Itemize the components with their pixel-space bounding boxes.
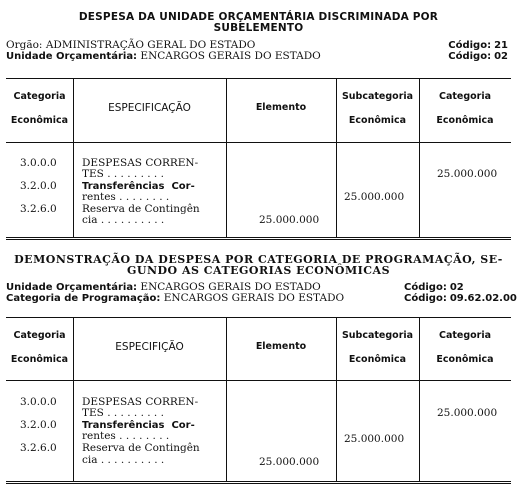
programacao-code-value: 09.62.02.00 [449, 293, 517, 304]
unidade2-code-value: 02 [449, 282, 464, 293]
table2-header-elemento: Elemento [255, 341, 307, 352]
orgao-value: ADMINISTRAÇÃO GERAL DO ESTADO [45, 39, 256, 51]
header-text: Categoria [438, 330, 492, 341]
table1-title-line1: DESPESA DA UNIDADE ORÇAMENTÁRIA DISCRIMINADA POR [78, 11, 439, 23]
table2-row1-code: 3.0.0.0 [20, 396, 57, 408]
unidade2-value: ENCARGOS GERAIS DO ESTADO [140, 281, 321, 293]
unidade-info [6, 51, 321, 62]
unidade-row [6, 51, 511, 62]
header-text: Econômica [436, 115, 494, 126]
unidade2-code-label: Código: [404, 282, 447, 293]
table2-header-especificacao: ESPECIFIÇÃO [115, 341, 184, 353]
table1-row1-categoria-value: 25.000.000 [437, 168, 498, 180]
table1-header-categoria [6, 91, 73, 127]
header-text: Econômica [10, 354, 69, 365]
table1 [6, 78, 511, 240]
orgao-label: Orgão: [6, 39, 43, 51]
table1-row3-code: 3.2.6.0 [20, 203, 57, 215]
table2-row3-desc2: cia . . . . . . . . . . [82, 454, 165, 466]
table2-row2-desc2: rentes . . . . . . . . [82, 430, 170, 442]
header-text: Econômica [348, 115, 407, 126]
table1-title [6, 12, 511, 34]
programacao-code-label: Código: [404, 293, 447, 304]
table1-row1-desc2: TES . . . . . . . . . [82, 168, 164, 180]
row-desc-text: Transferências Cor- [82, 420, 195, 431]
table2-row2-subcategoria-value: 25.000.000 [344, 433, 405, 445]
table2-header-categoria [6, 330, 73, 366]
header-text: Categoria [438, 91, 492, 102]
programacao-value: ENCARGOS GERAIS DO ESTADO [163, 292, 345, 304]
unidade-code-label: Código: [448, 51, 492, 62]
programacao-row [6, 292, 517, 304]
header-text: Subcategoria [341, 91, 414, 102]
header-text: Categoria [13, 330, 66, 341]
table1-row1-code: 3.0.0.0 [20, 157, 57, 169]
orgao-code-value: 21 [494, 40, 508, 51]
orgao-code-label: Código: [448, 40, 492, 51]
table1-row2-desc2: rentes . . . . . . . . [82, 191, 170, 203]
header-text: Econômica [348, 354, 407, 365]
table2-row1-categoria-value: 25.000.000 [437, 407, 498, 419]
unidade-code [448, 51, 511, 62]
table1-header-categoria-2 [419, 91, 511, 127]
unidade-label: Unidade Orçamentária: [6, 51, 138, 62]
table1-header-elemento: Elemento [255, 102, 307, 113]
table2-title-line1: DEMONSTRAÇÃO DA DESPESA POR CATEGORIA DE PROGRAMAÇÃO, SE- [14, 253, 503, 266]
table2-row1-desc1: DESPESAS CORREN- [82, 396, 199, 408]
table2-meta [6, 281, 517, 304]
unidade-value: ENCARGOS GERAIS DO ESTADO [140, 50, 321, 62]
table1-row3-elemento-value: 25.000.000 [259, 214, 320, 226]
programacao-label: Categoria de Programação: [6, 293, 161, 304]
table1-row3-desc1: Reserva de Contingên [82, 203, 200, 215]
table1-row2-code: 3.2.0.0 [20, 180, 57, 192]
programacao-code [404, 293, 517, 304]
header-text: Categoria [13, 91, 66, 102]
table1-row2-subcategoria-value: 25.000.000 [344, 191, 405, 203]
programacao-info [6, 293, 344, 304]
table2-header-categoria-2 [419, 330, 511, 366]
table1-row1-desc1: DESPESAS CORREN- [82, 157, 199, 169]
orgao-code [448, 40, 511, 51]
table2-row3-code: 3.2.6.0 [20, 442, 57, 454]
table2-header-subcategoria [336, 330, 419, 366]
table1-meta [6, 40, 511, 62]
unidade2-label: Unidade Orçamentária: [6, 282, 138, 293]
header-text: Subcategoria [341, 330, 414, 341]
table2-row1-desc2: TES . . . . . . . . . [82, 407, 164, 419]
table1-header-subcategoria [336, 91, 419, 127]
table1-title-line2: SUBELEMENTO [213, 22, 304, 34]
table2-row2-code: 3.2.0.0 [20, 419, 57, 431]
table2-title-line2: GUNDO AS CATEGORIAS ECONÔMICAS [126, 264, 391, 277]
table2-row3-elemento-value: 25.000.000 [259, 456, 320, 468]
table1-row3-desc2: cia . . . . . . . . . . [82, 214, 165, 226]
unidade2-code [404, 282, 467, 293]
header-text: Econômica [10, 115, 69, 126]
table2-title [6, 254, 511, 276]
header-text: Econômica [436, 354, 494, 365]
unidade-code-value: 02 [494, 51, 508, 62]
table2 [6, 317, 511, 484]
table1-header-especificacao: ESPECIFICAÇÃO [108, 102, 191, 114]
table2-row3-desc1: Reserva de Contingên [82, 442, 200, 454]
row-desc-text: Transferências Cor- [82, 181, 195, 192]
